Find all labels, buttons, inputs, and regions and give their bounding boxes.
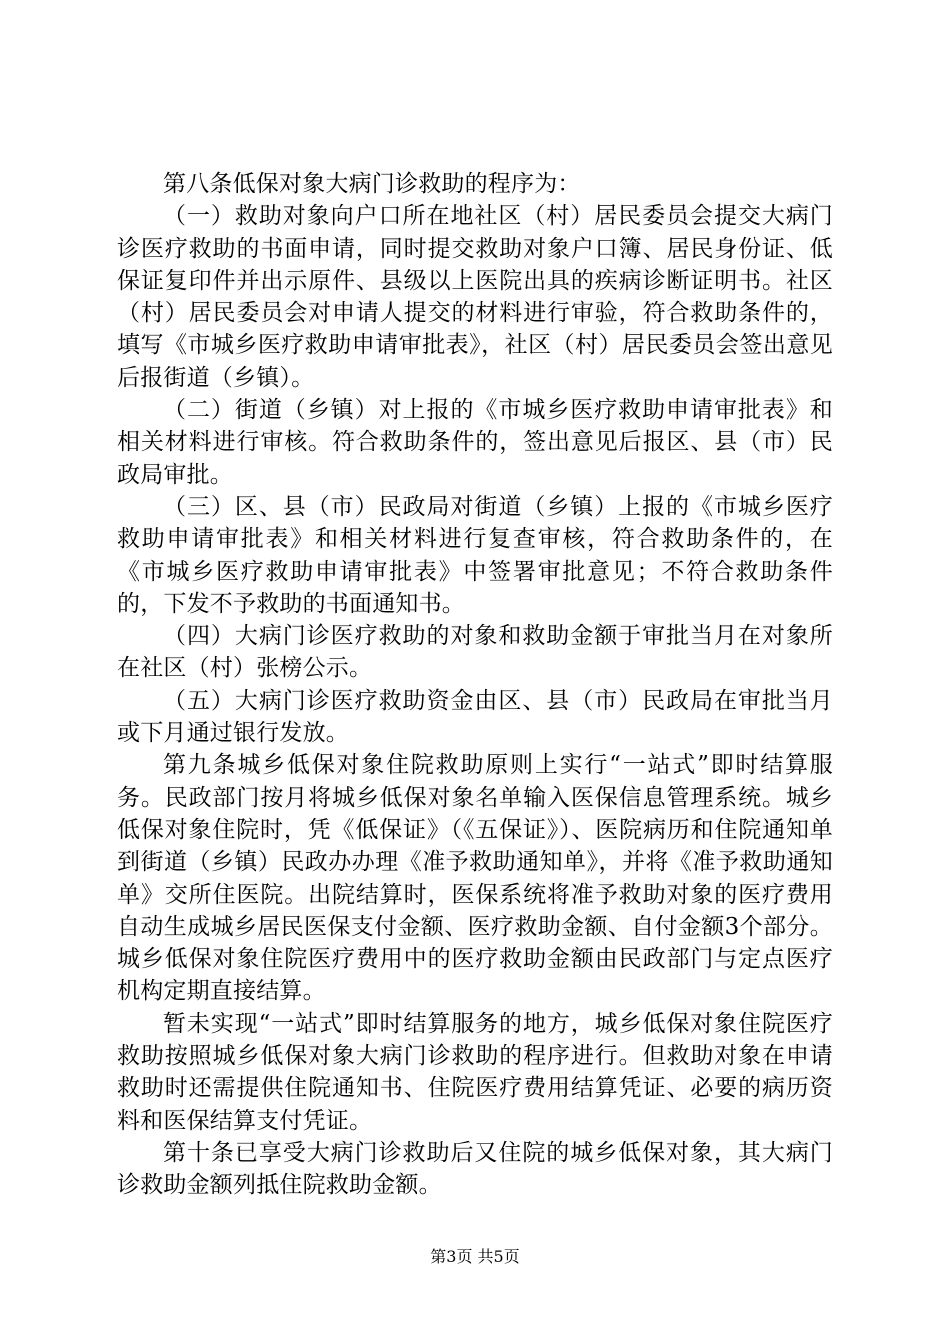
paragraph-item-2: （二）街道（乡镇）对上报的《市城乡医疗救助申请审批表》和相关材料进行审核。符合救助条件的，签出意见后报区、县（市）民政局审批。 xyxy=(117,397,833,488)
page-footer: 第3页 共5页 xyxy=(430,1247,520,1266)
document-body xyxy=(117,168,833,1202)
paragraph-article-8: 第八条低保对象大病门诊救助的程序为： xyxy=(163,171,581,197)
paragraph-item-4: （四）大病门诊医疗救助的对象和救助金额于审批当月在对象所在社区（村）张榜公示。 xyxy=(117,623,833,682)
paragraph-item-1: （一）救助对象向户口所在地社区（村）居民委员会提交大病门诊医疗救助的书面申请，同时提交救助对象户口簿、居民身份证、低保证复印件并出示原件、县级以上医院出具的疾病诊断证明书。社区（村）居民委员会对申请人提交的材料进行审验，符合救助条件的，填写《市城乡医疗救助申请审批表》，社区（村）居民委员会签出意见后报街道（乡镇）。 xyxy=(117,203,833,391)
paragraph-article-9: 第九条城乡低保对象住院救助原则上实行“一站式”即时结算服务。民政部门按月将城乡低保对象名单输入医保信息管理系统。城乡低保对象住院时，凭《低保证》（《五保证》）、医院病历和住院通知单到街道（乡镇）民政办办理《准予救助通知单》，并将《准予救助通知单》交所住医院。出院结算时，医保系统将准予救助对象的医疗费用自动生成城乡居民医保支付金额、医疗救助金额、自付金额3个部分。城乡低保对象住院医疗费用中的医疗救助金额由民政部门与定点医疗机构定期直接结算。 xyxy=(117,752,833,1005)
paragraph-article-10: 第十条已享受大病门诊救助后又住院的城乡低保对象，其大病门诊救助金额列抵住院救助金额。 xyxy=(117,1139,833,1199)
paragraph-item-5: （五）大病门诊医疗救助资金由区、县（市）民政局在审批当月或下月通过银行发放。 xyxy=(117,687,833,747)
paragraph-article-9-supplement: 暂未实现“一站式”即时结算服务的地方，城乡低保对象住院医疗救助按照城乡低保对象大病门诊救助的程序进行。但救助对象在申请救助时还需提供住院通知书、住院医疗费用结算凭证、必要的病历资料和医保结算支付凭证。 xyxy=(117,1010,833,1134)
paragraph-item-3: （三）区、县（市）民政局对街道（乡镇）上报的《市城乡医疗救助申请审批表》和相关材料进行复查审核，符合救助条件的，在《市城乡医疗救助申请审批表》中签署审批意见；不符合救助条件的，下发不予救助的书面通知书。 xyxy=(117,493,833,617)
